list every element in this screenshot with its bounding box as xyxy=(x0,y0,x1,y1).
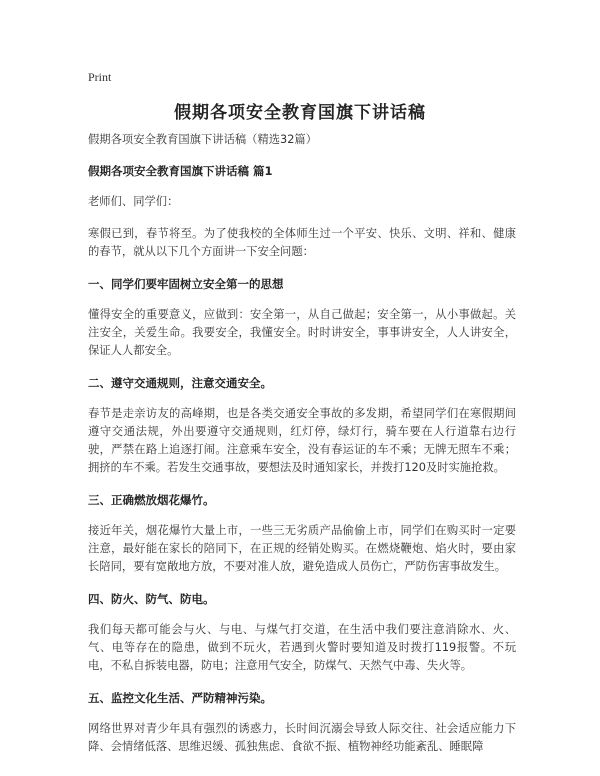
intro-paragraph: 寒假已到，春节将至。为了使我校的全体师生过一个平安、快乐、文明、祥和、健康的春节，就从以下几个方面讲一下安全问题： xyxy=(88,227,516,258)
section-heading-1: 一、同学们要牢固树立安全第一的思想 xyxy=(88,277,284,291)
section-body-2: 春节是走亲访友的高峰期，也是各类交通安全事故的多发期，希望同学们在寒假期间遵守交通法规，外出要遵守交通规则，红灯停，绿灯行，骑车要在人行道靠右边行驶，严禁在路上追逐打闹。注意乘车安全，没有春运证的车不乘；无牌无照车不乘；拥挤的车不乘。若发生交通事故，要想法及时通知家长，并拨打120及时实施抢救。 xyxy=(88,407,516,474)
section-heading-2: 二、遵守交通规则，注意交通安全。 xyxy=(88,376,272,390)
section-heading-4: 四、防火、防气、防电。 xyxy=(88,592,215,606)
page-title: 假期各项安全教育国旗下讲话稿 xyxy=(174,103,426,123)
document-body xyxy=(88,131,516,770)
greeting: 老师们、同学们： xyxy=(88,195,179,208)
section-body-3: 接近年关，烟花爆竹大量上市，一些三无劣质产品偷偷上市，同学们在购买时一定要注意，最好能在家长的陪同下，在正规的经销处购买。在燃烧鞭炮、焰火时，要由家长陪同，要有宽敞地方放，不要对准人放，避免造成人员伤亡，严防伤害事故发生。 xyxy=(88,524,516,573)
section-heading-5: 五、监控文化生活、严防精神污染。 xyxy=(88,691,272,705)
section-body-4: 我们每天都可能会与火、与电、与煤气打交道，在生活中我们要注意消除水、火、气、电等存在的隐患，做到不玩火，若遇到火警时要知道及时拨打119报警。不玩电，不私自拆装电器，防电；注意用气安全，防煤气、天然气中毒、失火等。 xyxy=(88,623,516,672)
document-subtitle: 假期各项安全教育国旗下讲话稿（精选32篇） xyxy=(88,133,318,146)
section-body-5: 网络世界对青少年具有强烈的诱惑力，长时间沉溺会导致人际交往、社会适应能力下降、会情绪低落、思维迟缓、孤独焦虑、食欲不振、植物神经功能紊乱、睡眠障 xyxy=(88,722,516,753)
section-body-1: 懂得安全的重要意义，应做到：安全第一，从自己做起；安全第一，从小事做起。关注安全，关爱生命。我要安全，我懂安全。时时讲安全，事事讲安全，人人讲安全，保证人人都安全。 xyxy=(88,308,516,357)
section-title: 假期各项安全教育国旗下讲话稿 篇1 xyxy=(88,164,273,178)
section-heading-3: 三、正确燃放烟花爆竹。 xyxy=(88,493,215,507)
print-link[interactable]: Print xyxy=(88,70,112,84)
